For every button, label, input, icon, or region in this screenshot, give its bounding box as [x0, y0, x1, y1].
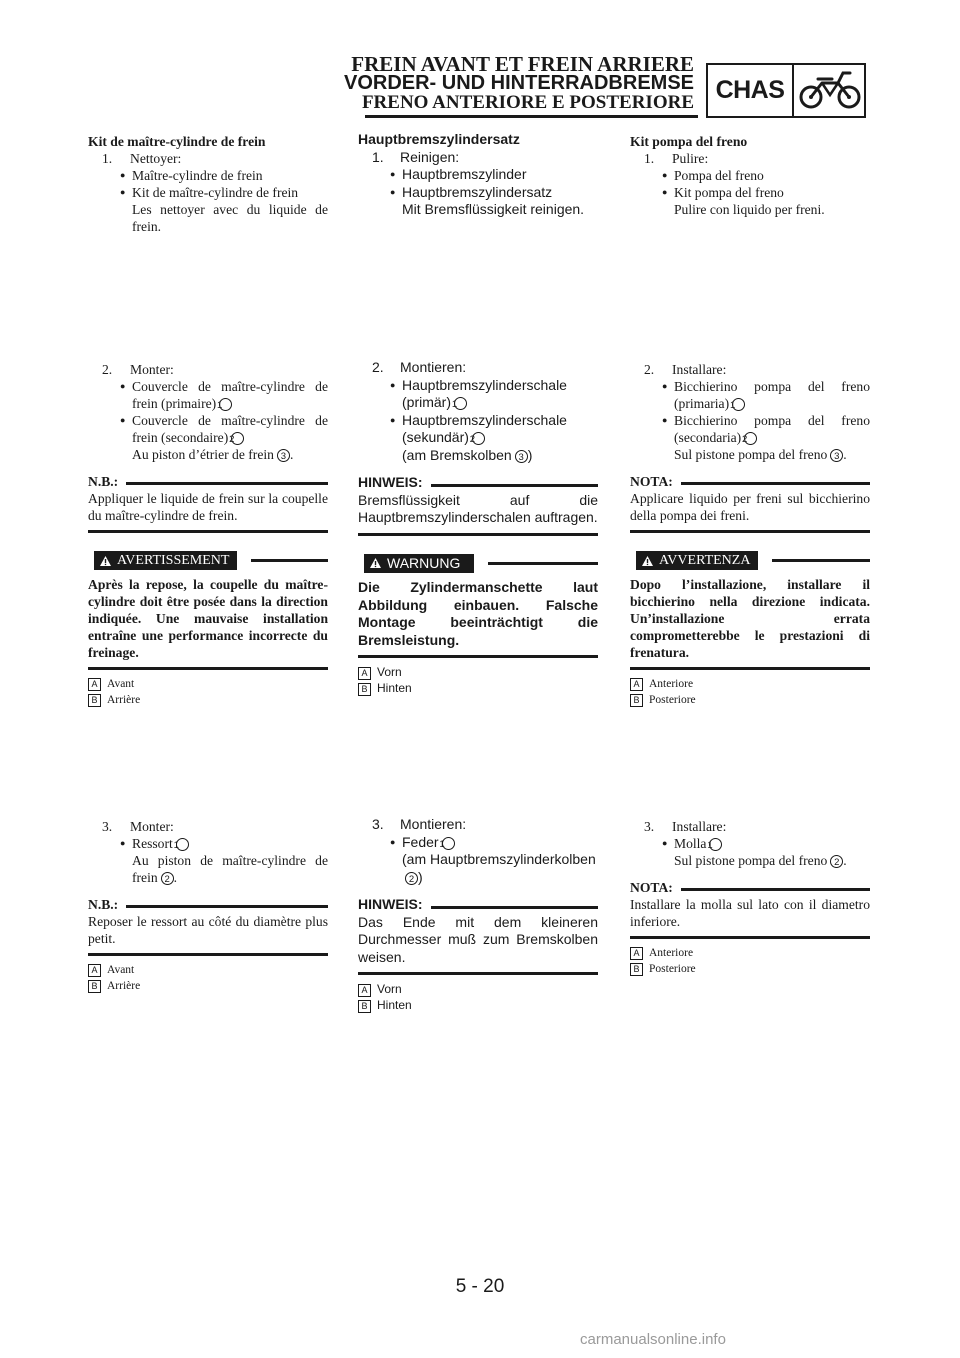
legend-letter-icon: A [88, 678, 101, 691]
fr-step-1-item-2: ● Kit de maître-cylindre de frein [88, 184, 328, 201]
de-step-1-note: Mit Bremsflüssigkeit reinigen. [402, 201, 585, 217]
fr-warning [88, 551, 328, 570]
it-step-3-note: Sul pistone pompa del freno 2 . [674, 853, 847, 868]
legend-letter-icon: B [358, 683, 371, 696]
fr-step-2-note: Au piston d’étrier de frein 3 . [132, 447, 294, 462]
fr-warning-label: AVERTISSEMENT [117, 553, 230, 568]
header-title-de: VORDER- UND HINTERRADBREMSE [343, 72, 694, 94]
de-step-2-item-2: ● Hauptbremszylinderschale (sekundär)2 [358, 412, 598, 447]
it-warning [630, 551, 870, 570]
header-title-fr: FREIN AVANT ET FREIN ARRIERE [351, 52, 694, 76]
ref-2-icon: 2 [161, 872, 174, 885]
de-section-spring [358, 816, 598, 1013]
it-warning-label: AVVERTENZA [659, 553, 751, 568]
fr-step-3-note: Au piston de maître-cylindre de frein 2 . [132, 853, 328, 885]
it-step-1-note: Pulire con liquido per freni. [674, 202, 825, 217]
ref-2-icon: 2 [830, 855, 843, 868]
header-rule [365, 115, 698, 118]
de-section-title: Hauptbremszylindersatz [358, 131, 520, 147]
ref-3-icon: 3 [515, 450, 528, 463]
fr-section-title: Kit de maître-cylindre de frein [88, 134, 266, 149]
legend-letter-icon: B [630, 694, 643, 707]
fr-step-3-item-1: ● Ressort1 [88, 835, 328, 852]
de-step-3: 3. Montieren: [372, 816, 467, 832]
legend-letter-icon: A [630, 678, 643, 691]
it-step-3: 3. Installare: [644, 819, 727, 834]
fr-step-1: 1. Nettoyer: [102, 151, 182, 166]
it-section-clean [630, 133, 870, 218]
it-note-2-text: Installare la molla sul lato con il diametro inferiore. [630, 897, 870, 929]
fr-step-2: 2. Monter: [102, 362, 174, 377]
fr-step-1-note: Les nettoyer avec du liquide de frein. [132, 202, 328, 234]
fr-note-2-text: Reposer le ressort au côté du diamètre plus petit. [88, 914, 328, 946]
de-step-2: 2. Montieren: [372, 359, 467, 375]
de-legend-1: A Vorn B Hinten [358, 664, 598, 696]
fr-section-clean [88, 133, 328, 235]
de-warning [358, 554, 598, 574]
de-legend-2: A Vorn B Hinten [358, 981, 598, 1013]
ref-2-icon: 2 [231, 432, 244, 445]
it-warning-text: Dopo l’installazione, installare il bicchierino nella direzione indicata. Un’installazione errata comprometterebbe le prestazioni di frenatura. [630, 577, 870, 660]
fr-step-1-item-1: ● Maître-cylindre de frein [88, 167, 328, 184]
fr-note-1: N.B.: [88, 473, 328, 490]
it-step-2-item-1: ● Bicchierino pompa del freno (primaria)1 [630, 378, 870, 412]
fr-step-2-item-2: ● Couvercle de maître-cylindre de frein (secondaire)2 [88, 412, 328, 446]
it-note-2: NOTA: [630, 879, 870, 896]
it-legend-1: A Anteriore B Posteriore [630, 676, 870, 708]
ref-3-icon: 3 [277, 449, 290, 462]
it-note-1: NOTA: [630, 473, 870, 490]
fr-step-2-item-1: ● Couvercle de maître-cylindre de frein (primaire)1 [88, 378, 328, 412]
de-note-1: HINWEIS: [358, 474, 598, 492]
ref-3-icon: 3 [830, 449, 843, 462]
ref-1-icon: 1 [219, 398, 232, 411]
legend-letter-icon: A [630, 947, 643, 960]
de-step-3-note: (am Hauptbremszylinderkolben2 ) [402, 851, 596, 885]
section-label: CHAS [715, 76, 785, 104]
it-step-1: 1. Pulire: [644, 151, 709, 166]
legend-letter-icon: B [88, 980, 101, 993]
it-step-3-item-1: ● Molla1 [630, 835, 870, 852]
header-title-it: FRENO ANTERIORE E POSTERIORE [361, 92, 694, 113]
de-step-1-item-2: ● Hauptbremszylindersatz [358, 184, 598, 202]
it-step-2: 2. Installare: [644, 362, 727, 377]
ref-1-icon: 1 [709, 838, 722, 851]
section-badge-divider [792, 63, 794, 118]
fr-note-1-text: Appliquer le liquide de frein sur la coupelle du maître-cylindre de frein. [88, 491, 328, 523]
it-step-2-item-2: ● Bicchierino pompa del freno (secondaria)2 [630, 412, 870, 446]
ref-1-icon: 1 [732, 398, 745, 411]
fr-step-3: 3. Monter: [102, 819, 174, 834]
de-note-1-text: Bremsflüssigkeit auf die Hauptbremszylinderschalen auftragen. [358, 491, 598, 525]
fr-legend-1: A Avant B Arrière [88, 676, 328, 708]
it-step-1-item-2: ● Kit pompa del freno [630, 184, 870, 201]
de-warning-text: Die Zylindermanschette laut Abbildung einbauen. Falsche Montage beeinträchtigt die Bremsleistung. [358, 579, 598, 648]
it-section-spring [630, 818, 870, 977]
watermark: carmanualsonline.info [580, 1331, 726, 1348]
legend-letter-icon: A [358, 667, 371, 680]
it-step-1-item-1: ● Pompa del freno [630, 167, 870, 184]
motorcycle-icon [798, 67, 862, 113]
fr-section-spring [88, 818, 328, 994]
de-step-3-item-1: ● Feder1 [358, 834, 598, 852]
legend-letter-icon: B [630, 963, 643, 976]
de-section-clean [358, 131, 598, 219]
warning-icon [370, 558, 381, 568]
legend-letter-icon: A [88, 964, 101, 977]
de-note-2: HINWEIS: [358, 896, 598, 914]
legend-letter-icon: B [358, 1000, 371, 1013]
ref-1-icon: 1 [454, 397, 467, 410]
ref-2-icon: 2 [405, 872, 418, 885]
de-warning-label: WARNUNG [387, 554, 461, 571]
de-step-2-note: (am Bremskolben 3 ) [402, 446, 533, 463]
de-section-install [358, 359, 598, 696]
it-section-install [630, 361, 870, 708]
it-step-2-note: Sul pistone pompa del freno 3 . [674, 447, 847, 462]
page-number: 5 - 20 [455, 1276, 505, 1297]
de-step-1: 1. Reinigen: [372, 148, 460, 165]
legend-letter-icon: A [358, 984, 371, 997]
ref-2-icon: 2 [744, 432, 757, 445]
fr-warning-text: Après la repose, la coupelle du maître-cylindre doit être posée dans la direction indiquée. Une mauvaise installation entraîne une performance incorrecte du freinage. [88, 577, 328, 660]
ref-1-icon: 1 [442, 837, 455, 850]
fr-section-install [88, 361, 328, 708]
fr-legend-2: A Avant B Arrière [88, 962, 328, 994]
warning-icon [100, 556, 111, 566]
de-step-1-item-1: ● Hauptbremszylinder [358, 166, 598, 184]
fr-note-2: N.B.: [88, 896, 328, 913]
ref-2-icon: 2 [472, 432, 485, 445]
warning-icon [642, 556, 653, 566]
it-legend-2: A Anteriore B Posteriore [630, 945, 870, 977]
de-note-2-text: Das Ende mit dem kleineren Durchmesser muß zum Bremskolben weisen. [358, 913, 598, 965]
ref-1-icon: 1 [176, 838, 189, 851]
legend-letter-icon: B [88, 694, 101, 707]
it-section-title: Kit pompa del freno [630, 134, 748, 149]
de-step-2-item-1: ● Hauptbremszylinderschale (primär)1 [358, 377, 598, 412]
it-note-1-text: Applicare liquido per freni sul bicchierino della pompa dei freni. [630, 491, 870, 523]
